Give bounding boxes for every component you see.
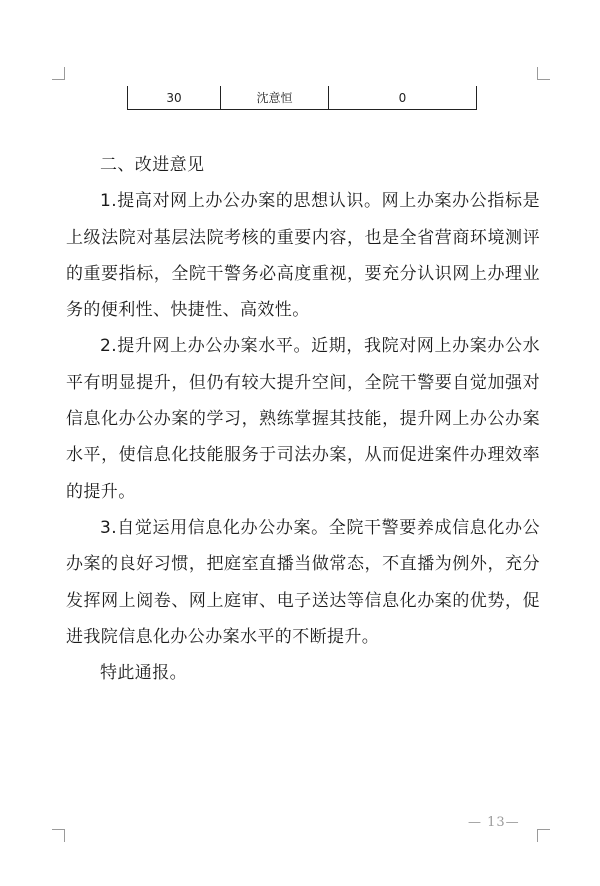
table-cell-score: 0 [329,86,477,110]
page-number: — 13— [468,815,520,830]
crop-mark-top-right [537,67,550,80]
crop-mark-top-left [52,67,65,80]
crop-mark-bottom-right [537,829,550,842]
closing-line: 特此通报。 [100,663,187,684]
crop-mark-bottom-left [52,829,65,842]
paragraph-2: 2.提升网上办公办案水平。近期，我院对网上办案办公水平有明显提升，但仍有较大提升空间，全院干警要自觉加强对信息化办公办案的学习，熟练掌握其技能，提升网上办公办案水平，使信息化技能服务于司法办案，从而促进案件办理效率的提升。 [66,336,540,502]
table-row [128,86,477,110]
section-heading: 二、改进意见 [100,155,205,175]
document-body [66,147,540,691]
paragraph-1: 1.提高对网上办公办案的思想认识。网上办案办公指标是上级法院对基层法院考核的重要内容，也是全省营商环境测评的重要指标，全院干警务必高度重视，要充分认识网上办理业务的便利性、快捷性、高效性。 [66,191,540,321]
score-table-fragment [127,86,477,110]
paragraph-3: 3.自觉运用信息化办公办案。全院干警要养成信息化办公办案的良好习惯，把庭室直播当做常态，不直播为例外，充分发挥网上阅卷、网上庭审、电子送达等信息化办案的优势，促进我院信息化办公办案水平的不断提升。 [66,517,540,647]
table-cell-name: 沈意恒 [221,86,329,110]
table-cell-rank: 30 [128,86,221,110]
